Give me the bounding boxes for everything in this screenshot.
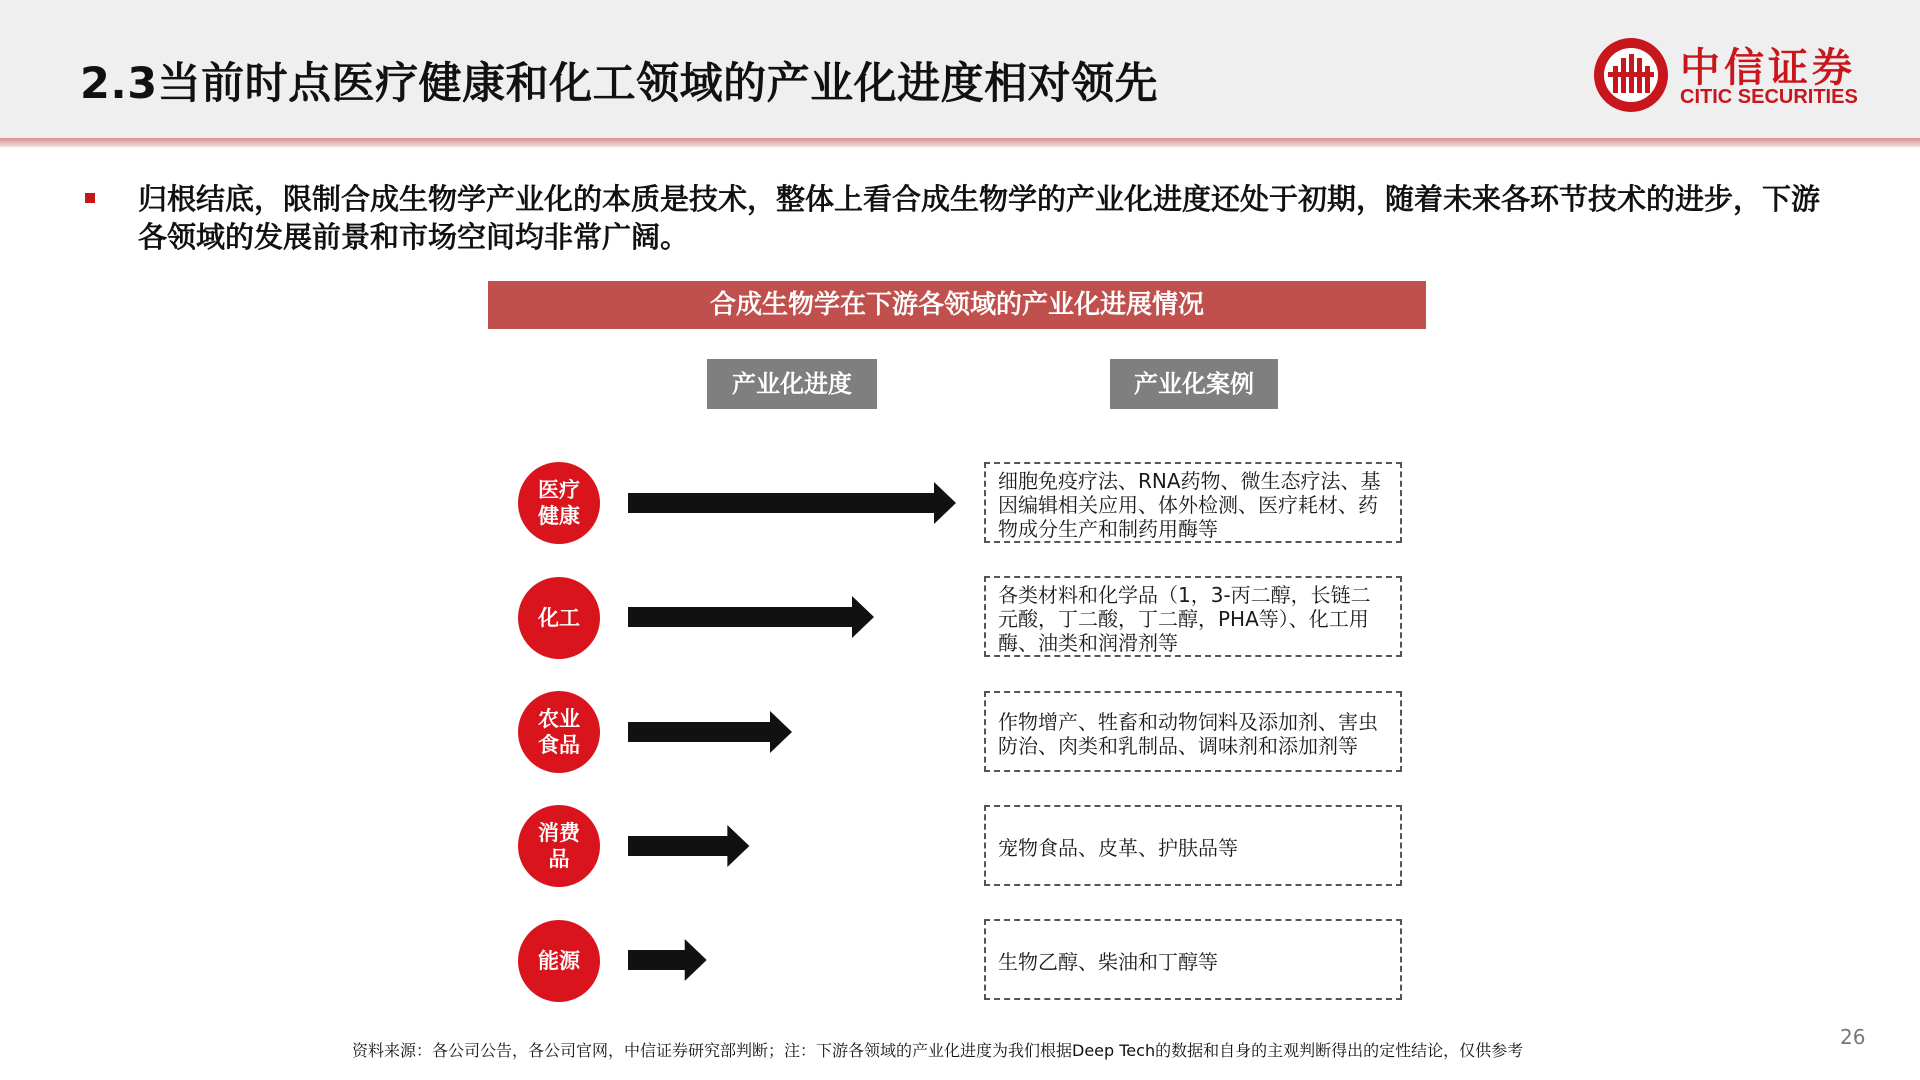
bullet-paragraph: 归根结底，限制合成生物学产业化的本质是技术，整体上看合成生物学的产业化进度还处于初期，随着未来各环节技术的进步，下游各领域的发展前景和市场空间均非常广阔。 bbox=[138, 182, 1821, 254]
field-circle-chemical bbox=[518, 577, 600, 659]
field-label: 医疗健康 bbox=[538, 478, 580, 528]
field-label: 农业食品 bbox=[538, 707, 580, 757]
case-box-chemical bbox=[984, 576, 1402, 657]
case-text: 各类材料和化学品（1，3-丙二醇，长链二元酸，丁二酸，丁二醇，PHA等）、化工用酶、油类和润滑剂等 bbox=[998, 582, 1371, 655]
case-box-energy bbox=[984, 919, 1402, 1000]
arrow-shape bbox=[628, 825, 749, 867]
column-header-progress: 产业化进度 bbox=[707, 359, 877, 409]
arrow-shape bbox=[628, 482, 956, 524]
column-header-cases: 产业化案例 bbox=[1110, 359, 1278, 409]
case-box-healthcare bbox=[984, 462, 1402, 543]
field-circle-consumer bbox=[518, 805, 600, 887]
page-number: 26 bbox=[1840, 1025, 1866, 1049]
field-circle-healthcare bbox=[518, 462, 600, 544]
field-label: 化工 bbox=[538, 606, 580, 630]
field-label: 能源 bbox=[538, 949, 580, 973]
field-label: 消费品 bbox=[538, 821, 580, 871]
field-circle-agri-food bbox=[518, 691, 600, 773]
brand-logo bbox=[1592, 36, 1872, 116]
arrow-shape bbox=[628, 939, 707, 981]
case-box-agri-food bbox=[984, 691, 1402, 772]
progress-arrow-agri-food bbox=[628, 709, 958, 755]
logo-cn-text: 中信证券 bbox=[1680, 45, 1856, 91]
progress-arrow-chemical bbox=[628, 594, 958, 640]
field-circle-energy bbox=[518, 920, 600, 1002]
case-box-consumer bbox=[984, 805, 1402, 886]
case-text: 细胞免疫疗法、RNA药物、微生态疗法、基因编辑相关应用、体外检测、医疗耗材、药物成分生产和制药用酶等 bbox=[998, 468, 1381, 541]
logo-en-text: CITIC SECURITIES bbox=[1680, 86, 1858, 108]
progress-arrow-consumer bbox=[628, 823, 958, 869]
header-rule bbox=[0, 138, 1920, 147]
citic-logo-icon bbox=[1592, 36, 1670, 114]
case-text: 宠物食品、皮革、护肤品等 bbox=[998, 835, 1238, 860]
page-title: 2.3当前时点医疗健康和化工领域的产业化进度相对领先 bbox=[80, 59, 1159, 109]
progress-arrow-energy bbox=[628, 937, 958, 983]
progress-arrow-healthcare bbox=[628, 480, 958, 526]
bullet-marker bbox=[85, 193, 95, 203]
case-text: 作物增产、牲畜和动物饲料及添加剂、害虫防治、肉类和乳制品、调味剂和添加剂等 bbox=[998, 709, 1378, 758]
case-text: 生物乙醇、柴油和丁醇等 bbox=[998, 949, 1218, 974]
arrow-shape bbox=[628, 711, 792, 753]
source-note: 资料来源：各公司公告，各公司官网，中信证券研究部判断；注：下游各领域的产业化进度为我们根据Deep Tech的数据和自身的主观判断得出的定性结论，仅供参考 bbox=[352, 1041, 1524, 1060]
diagram-banner: 合成生物学在下游各领域的产业化进展情况 bbox=[488, 281, 1426, 329]
arrow-shape bbox=[628, 596, 874, 638]
